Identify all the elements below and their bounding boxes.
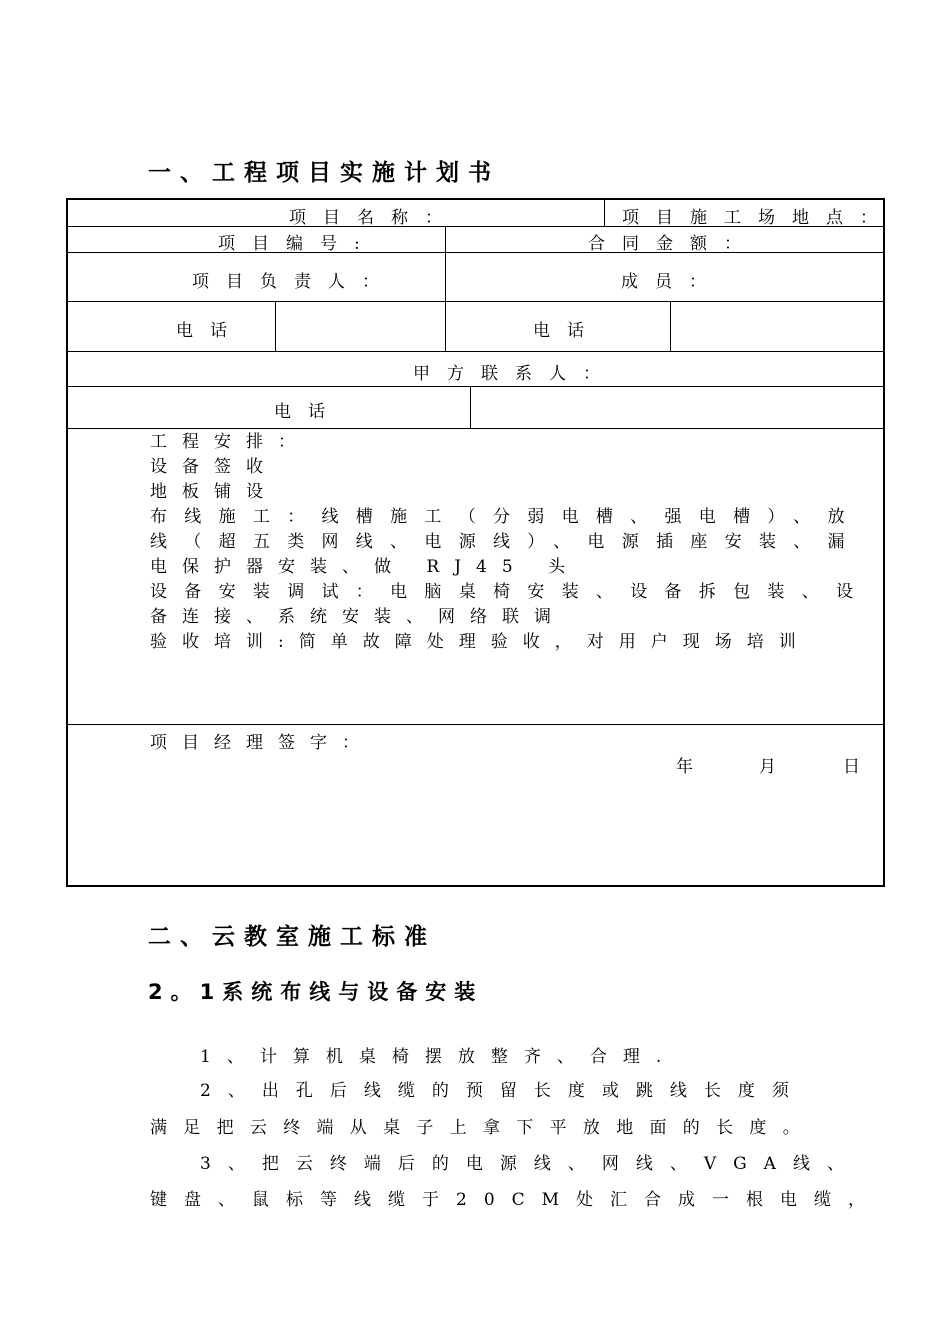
- row-divider: [68, 351, 883, 352]
- schedule-line: 备连接、系统安装、网络联调: [150, 607, 566, 627]
- phone-label-left: 电话: [176, 321, 244, 341]
- paragraph-line: 满足把云终端从桌子上拿下平放地面的长度。: [150, 1118, 816, 1138]
- party-a-contact-label: 甲方联系人：: [413, 364, 617, 384]
- schedule-line: 设备安装调试：电脑桌椅安装、设备拆包装、设: [150, 582, 871, 602]
- paragraph-line: 键盘、鼠标等线缆于20CM处汇合成一根电缆，: [150, 1190, 883, 1210]
- date-day: 日: [843, 757, 873, 777]
- col-divider: [445, 226, 446, 351]
- project-leader-label: 项目负责人：: [192, 272, 396, 292]
- project-no-label: 项目编号:: [218, 234, 377, 254]
- schedule-line: 验收培训:简单故障处理验收，对用户现场培训: [150, 632, 811, 652]
- party-a-phone-label: 电话: [274, 402, 342, 422]
- date-month: 月: [759, 757, 789, 777]
- section2-subtitle: 2。1系统布线与设备安装: [148, 980, 484, 1004]
- paragraph-line: 1、计算机桌椅摆放整齐、合理.: [200, 1047, 678, 1067]
- schedule-line: 线（超五类网线、电源线）、电源插座安装、漏: [150, 532, 862, 552]
- paragraph-line: 2、出孔后线缆的预留长度或跳线长度须: [200, 1081, 806, 1101]
- schedule-line: 电保护器安装、做 RJ45 头: [150, 557, 581, 577]
- col-divider: [670, 301, 671, 351]
- schedule-line: 地板铺设: [150, 482, 278, 502]
- phone-label-right: 电话: [533, 321, 601, 341]
- col-divider: [604, 200, 605, 226]
- paragraph-line: 3、把云终端后的电源线、网线、VGA线、: [200, 1154, 861, 1174]
- row-divider: [68, 252, 883, 253]
- section2-title: 二、云教室施工标准: [148, 924, 436, 950]
- members-label: 成员：: [621, 272, 723, 292]
- section1-title: 一、工程项目实施计划书: [148, 160, 500, 186]
- project-name-label: 项目名称：: [289, 208, 459, 228]
- row-divider: [68, 724, 883, 725]
- project-site-label: 项目施工场地点：: [622, 208, 894, 228]
- schedule-line: 布线施工：线槽施工（分弱电槽、强电槽）、放: [150, 507, 862, 527]
- schedule-line: 工程安排：: [150, 432, 310, 452]
- date-year: 年: [676, 757, 706, 777]
- schedule-line: 设备签收: [150, 457, 278, 477]
- contract-amount-label: 合同金额：: [588, 234, 758, 254]
- row-divider: [68, 301, 883, 302]
- col-divider: [275, 301, 276, 351]
- row-divider: [68, 386, 883, 387]
- row-divider: [68, 428, 883, 429]
- col-divider: [470, 386, 471, 428]
- manager-sign-label: 项目经理签字：: [150, 733, 374, 753]
